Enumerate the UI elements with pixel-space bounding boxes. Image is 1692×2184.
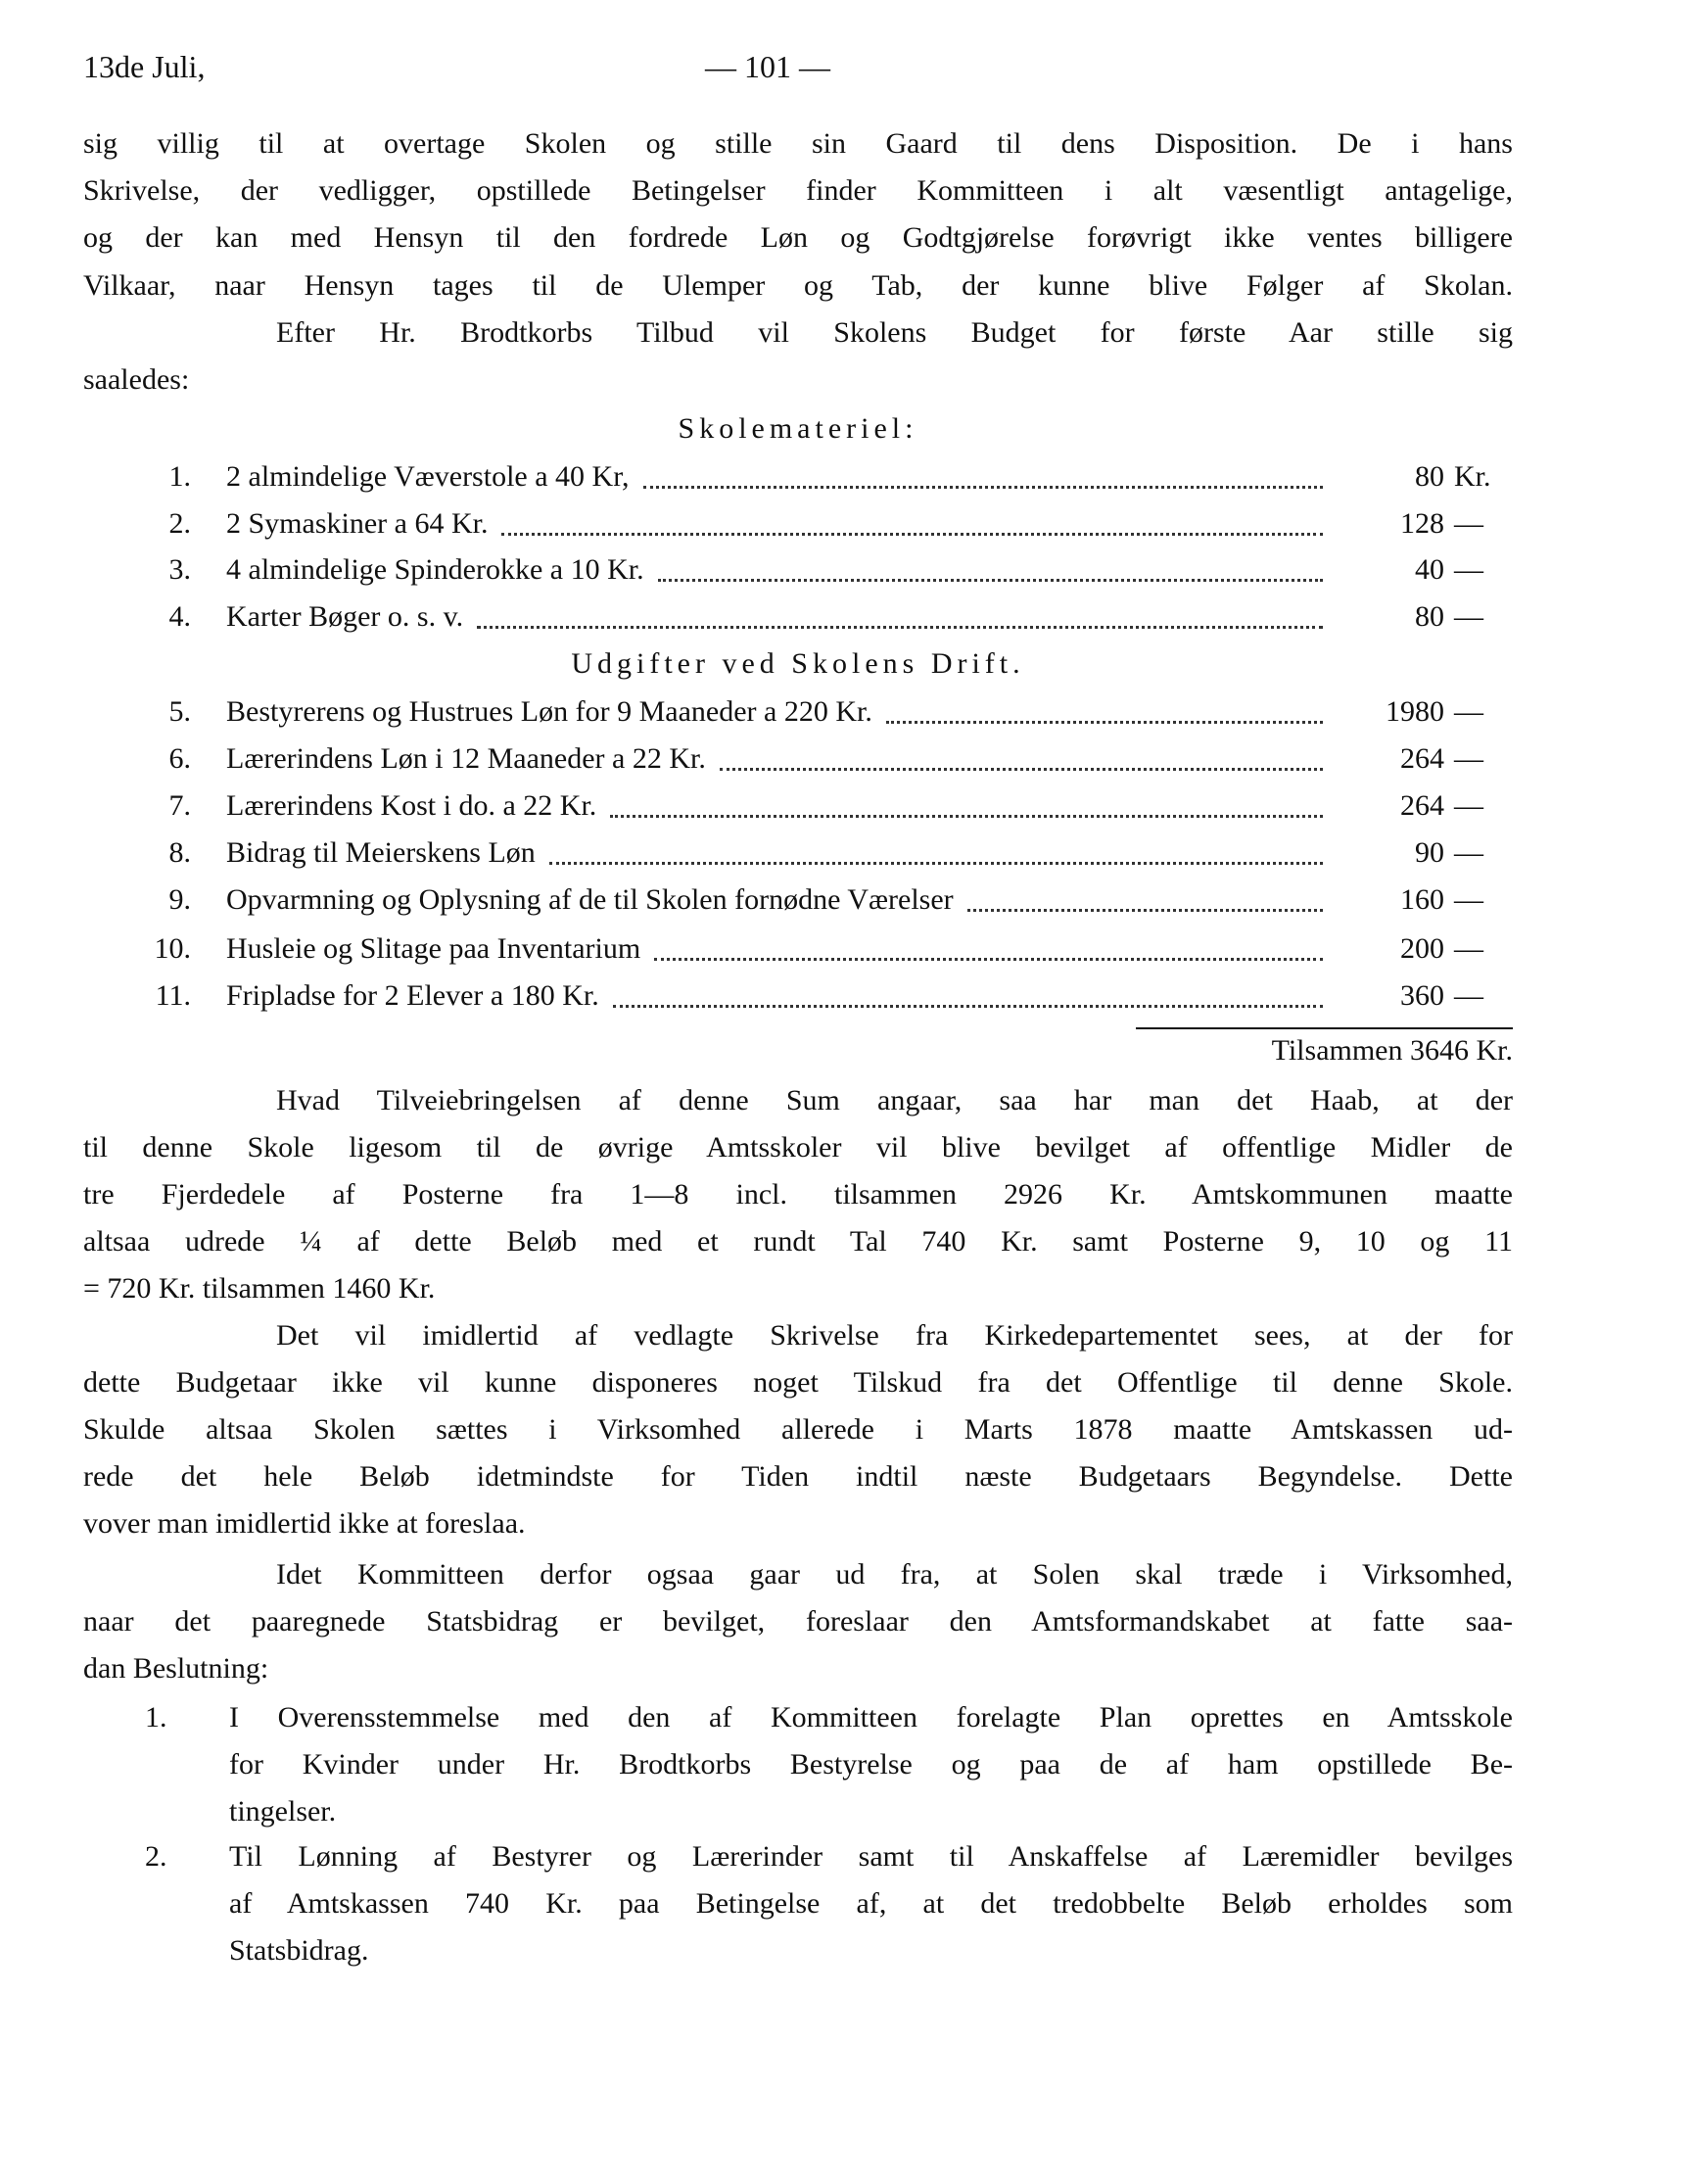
text-line: tingelser. xyxy=(229,1795,337,1828)
item-amount: 128 xyxy=(1400,507,1444,540)
item-number: 8. xyxy=(168,836,191,869)
text-line: dan Beslutning: xyxy=(83,1652,269,1685)
budget-item xyxy=(83,976,1513,1016)
leader-dots xyxy=(658,579,1323,582)
item-amount: 80 xyxy=(1415,460,1444,493)
item-description: Lærerindens Løn i 12 Maaneder a 22 Kr. xyxy=(226,742,706,775)
budget-item xyxy=(83,597,1513,637)
item-number: 6. xyxy=(168,742,191,775)
text-line: Idet Kommitteen derfor ogsaa gaar ud fra, at Solen skal træde i Virksomhed, xyxy=(276,1558,1513,1591)
item-number: 1. xyxy=(168,460,191,493)
resolution-number: 1. xyxy=(145,1701,167,1733)
item-amount: 90 xyxy=(1415,836,1444,869)
item-amount: 80 xyxy=(1415,600,1444,633)
text-line: Efter Hr. Brodtkorbs Tilbud vil Skolens Budget for første Aar stille sig xyxy=(276,316,1513,349)
item-amount: 264 xyxy=(1400,789,1444,822)
item-description: Husleie og Slitage paa Inventarium xyxy=(226,932,641,965)
item-unit: — xyxy=(1454,553,1483,586)
item-unit: — xyxy=(1454,883,1483,916)
item-number: 4. xyxy=(168,600,191,633)
item-number: 7. xyxy=(168,789,191,822)
text-line: I Overensstemmelse med den af Kommitteen forelagte Plan oprettes en Amtsskole xyxy=(229,1701,1513,1733)
header-date: 13de Juli, xyxy=(83,49,206,84)
item-description: 2 Symaskiner a 64 Kr. xyxy=(226,507,489,540)
item-unit: — xyxy=(1454,836,1483,869)
budget-item xyxy=(83,692,1513,732)
budget-item xyxy=(83,504,1513,544)
item-amount: 160 xyxy=(1400,883,1444,916)
item-amount: 360 xyxy=(1400,979,1444,1012)
item-description: Bidrag til Meierskens Løn xyxy=(226,836,536,869)
item-unit: — xyxy=(1454,507,1483,540)
item-unit: — xyxy=(1454,695,1483,728)
text-line: = 720 Kr. tilsammen 1460 Kr. xyxy=(83,1272,436,1305)
text-line: dette Budgetaar ikke vil kunne disponeres noget Tilskud fra det Offentlige til denne Skole. xyxy=(83,1366,1513,1399)
item-description: Karter Bøger o. s. v. xyxy=(226,600,464,633)
item-amount: 264 xyxy=(1400,742,1444,775)
text-line: naar det paaregnede Statsbidrag er bevilget, foreslaar den Amtsformandskabet at fatte saa- xyxy=(83,1605,1513,1638)
text-line: Skulde altsaa Skolen sættes i Virksomhed allerede i Marts 1878 maatte Amtskassen ud- xyxy=(83,1413,1513,1446)
text-line: og der kan med Hensyn til den fordrede Løn og Godtgjørelse forøvrigt ikke ventes billigere xyxy=(83,221,1513,254)
text-line: rede det hele Beløb idetmindste for Tiden indtil næste Budgetaars Begyndelse. Dette xyxy=(83,1460,1513,1493)
item-description: Bestyrerens og Hustrues Løn for 9 Maaneder a 220 Kr. xyxy=(226,695,872,728)
budget-item xyxy=(83,929,1513,969)
item-description: Fripladse for 2 Elever a 180 Kr. xyxy=(226,979,599,1012)
budget-item xyxy=(83,786,1513,826)
text-line: Skrivelse, der vedligger, opstillede Betingelser finder Kommitteen i alt væsentligt antagelige, xyxy=(83,174,1513,207)
text-line: saaledes: xyxy=(83,363,190,396)
budget-item xyxy=(83,550,1513,590)
item-unit: — xyxy=(1454,789,1483,822)
item-description: 2 almindelige Væverstole a 40 Kr, xyxy=(226,460,630,493)
item-unit: Kr. xyxy=(1454,460,1491,493)
text-line: for Kvinder under Hr. Brodtkorbs Bestyrelse og paa de af ham opstillede Be- xyxy=(229,1748,1513,1780)
text-line: Vilkaar, naar Hensyn tages til de Ulemper og Tab, der kunne blive Følger af Skolan. xyxy=(83,269,1513,302)
item-amount: 1980 xyxy=(1386,695,1444,728)
text-line: tre Fjerdedele af Posterne fra 1—8 incl. tilsammen 2926 Kr. Amtskommunen maatte xyxy=(83,1178,1513,1211)
item-number: 10. xyxy=(154,932,191,965)
budget-item xyxy=(83,739,1513,779)
budget-total: Tilsammen 3646 Kr. xyxy=(1271,1034,1513,1067)
section-title-materials: Skolemateriel: xyxy=(678,412,918,445)
resolution-number: 2. xyxy=(145,1840,167,1873)
text-line: til denne Skole ligesom til de øvrige Amtsskoler vil blive bevilget af offentlige Midler de xyxy=(83,1131,1513,1163)
text-line: Hvad Tilveiebringelsen af denne Sum angaar, saa har man det Haab, at der xyxy=(276,1084,1513,1116)
item-amount: 200 xyxy=(1400,932,1444,965)
item-number: 9. xyxy=(168,883,191,916)
text-line: Statsbidrag. xyxy=(229,1934,369,1967)
item-description: 4 almindelige Spinderokke a 10 Kr. xyxy=(226,553,644,586)
budget-item xyxy=(83,833,1513,873)
text-line: vover man imidlertid ikke at foreslaa. xyxy=(83,1507,526,1540)
text-line: af Amtskassen 740 Kr. paa Betingelse af, at det tredobbelte Beløb erholdes som xyxy=(229,1887,1513,1920)
leader-dots xyxy=(967,909,1323,912)
item-number: 2. xyxy=(168,507,191,540)
item-unit: — xyxy=(1454,979,1483,1012)
item-description: Lærerindens Kost i do. a 22 Kr. xyxy=(226,789,597,822)
leader-dots xyxy=(501,533,1323,536)
leader-dots xyxy=(643,486,1324,489)
item-unit: — xyxy=(1454,932,1483,965)
leader-dots xyxy=(549,862,1323,865)
item-number: 5. xyxy=(168,695,191,728)
item-number: 11. xyxy=(155,979,191,1012)
leader-dots xyxy=(610,815,1323,818)
text-line: Til Lønning af Bestyrer og Lærerinder samt til Anskaffelse af Læremidler bevilges xyxy=(229,1840,1513,1873)
leader-dots xyxy=(720,768,1323,771)
budget-item xyxy=(83,880,1513,920)
total-rule xyxy=(1136,1027,1513,1029)
item-amount: 40 xyxy=(1415,553,1444,586)
leader-dots xyxy=(477,626,1323,629)
page-number: — 101 — xyxy=(705,49,830,84)
budget-item xyxy=(83,457,1513,497)
text-line: Det vil imidlertid af vedlagte Skrivelse fra Kirkedepartementet sees, at der for xyxy=(276,1319,1513,1352)
item-unit: — xyxy=(1454,600,1483,633)
leader-dots xyxy=(654,958,1323,961)
section-title-operations: Udgifter ved Skolens Drift. xyxy=(571,647,1025,680)
leader-dots xyxy=(886,721,1323,724)
text-line: altsaa udrede ¼ af dette Beløb med et rundt Tal 740 Kr. samt Posterne 9, 10 og 11 xyxy=(83,1225,1513,1258)
item-number: 3. xyxy=(168,553,191,586)
item-description: Opvarmning og Oplysning af de til Skolen fornødne Værelser xyxy=(226,883,954,916)
item-unit: — xyxy=(1454,742,1483,775)
leader-dots xyxy=(613,1005,1323,1008)
text-line: sig villig til at overtage Skolen og stille sin Gaard til dens Disposition. De i hans xyxy=(83,127,1513,160)
